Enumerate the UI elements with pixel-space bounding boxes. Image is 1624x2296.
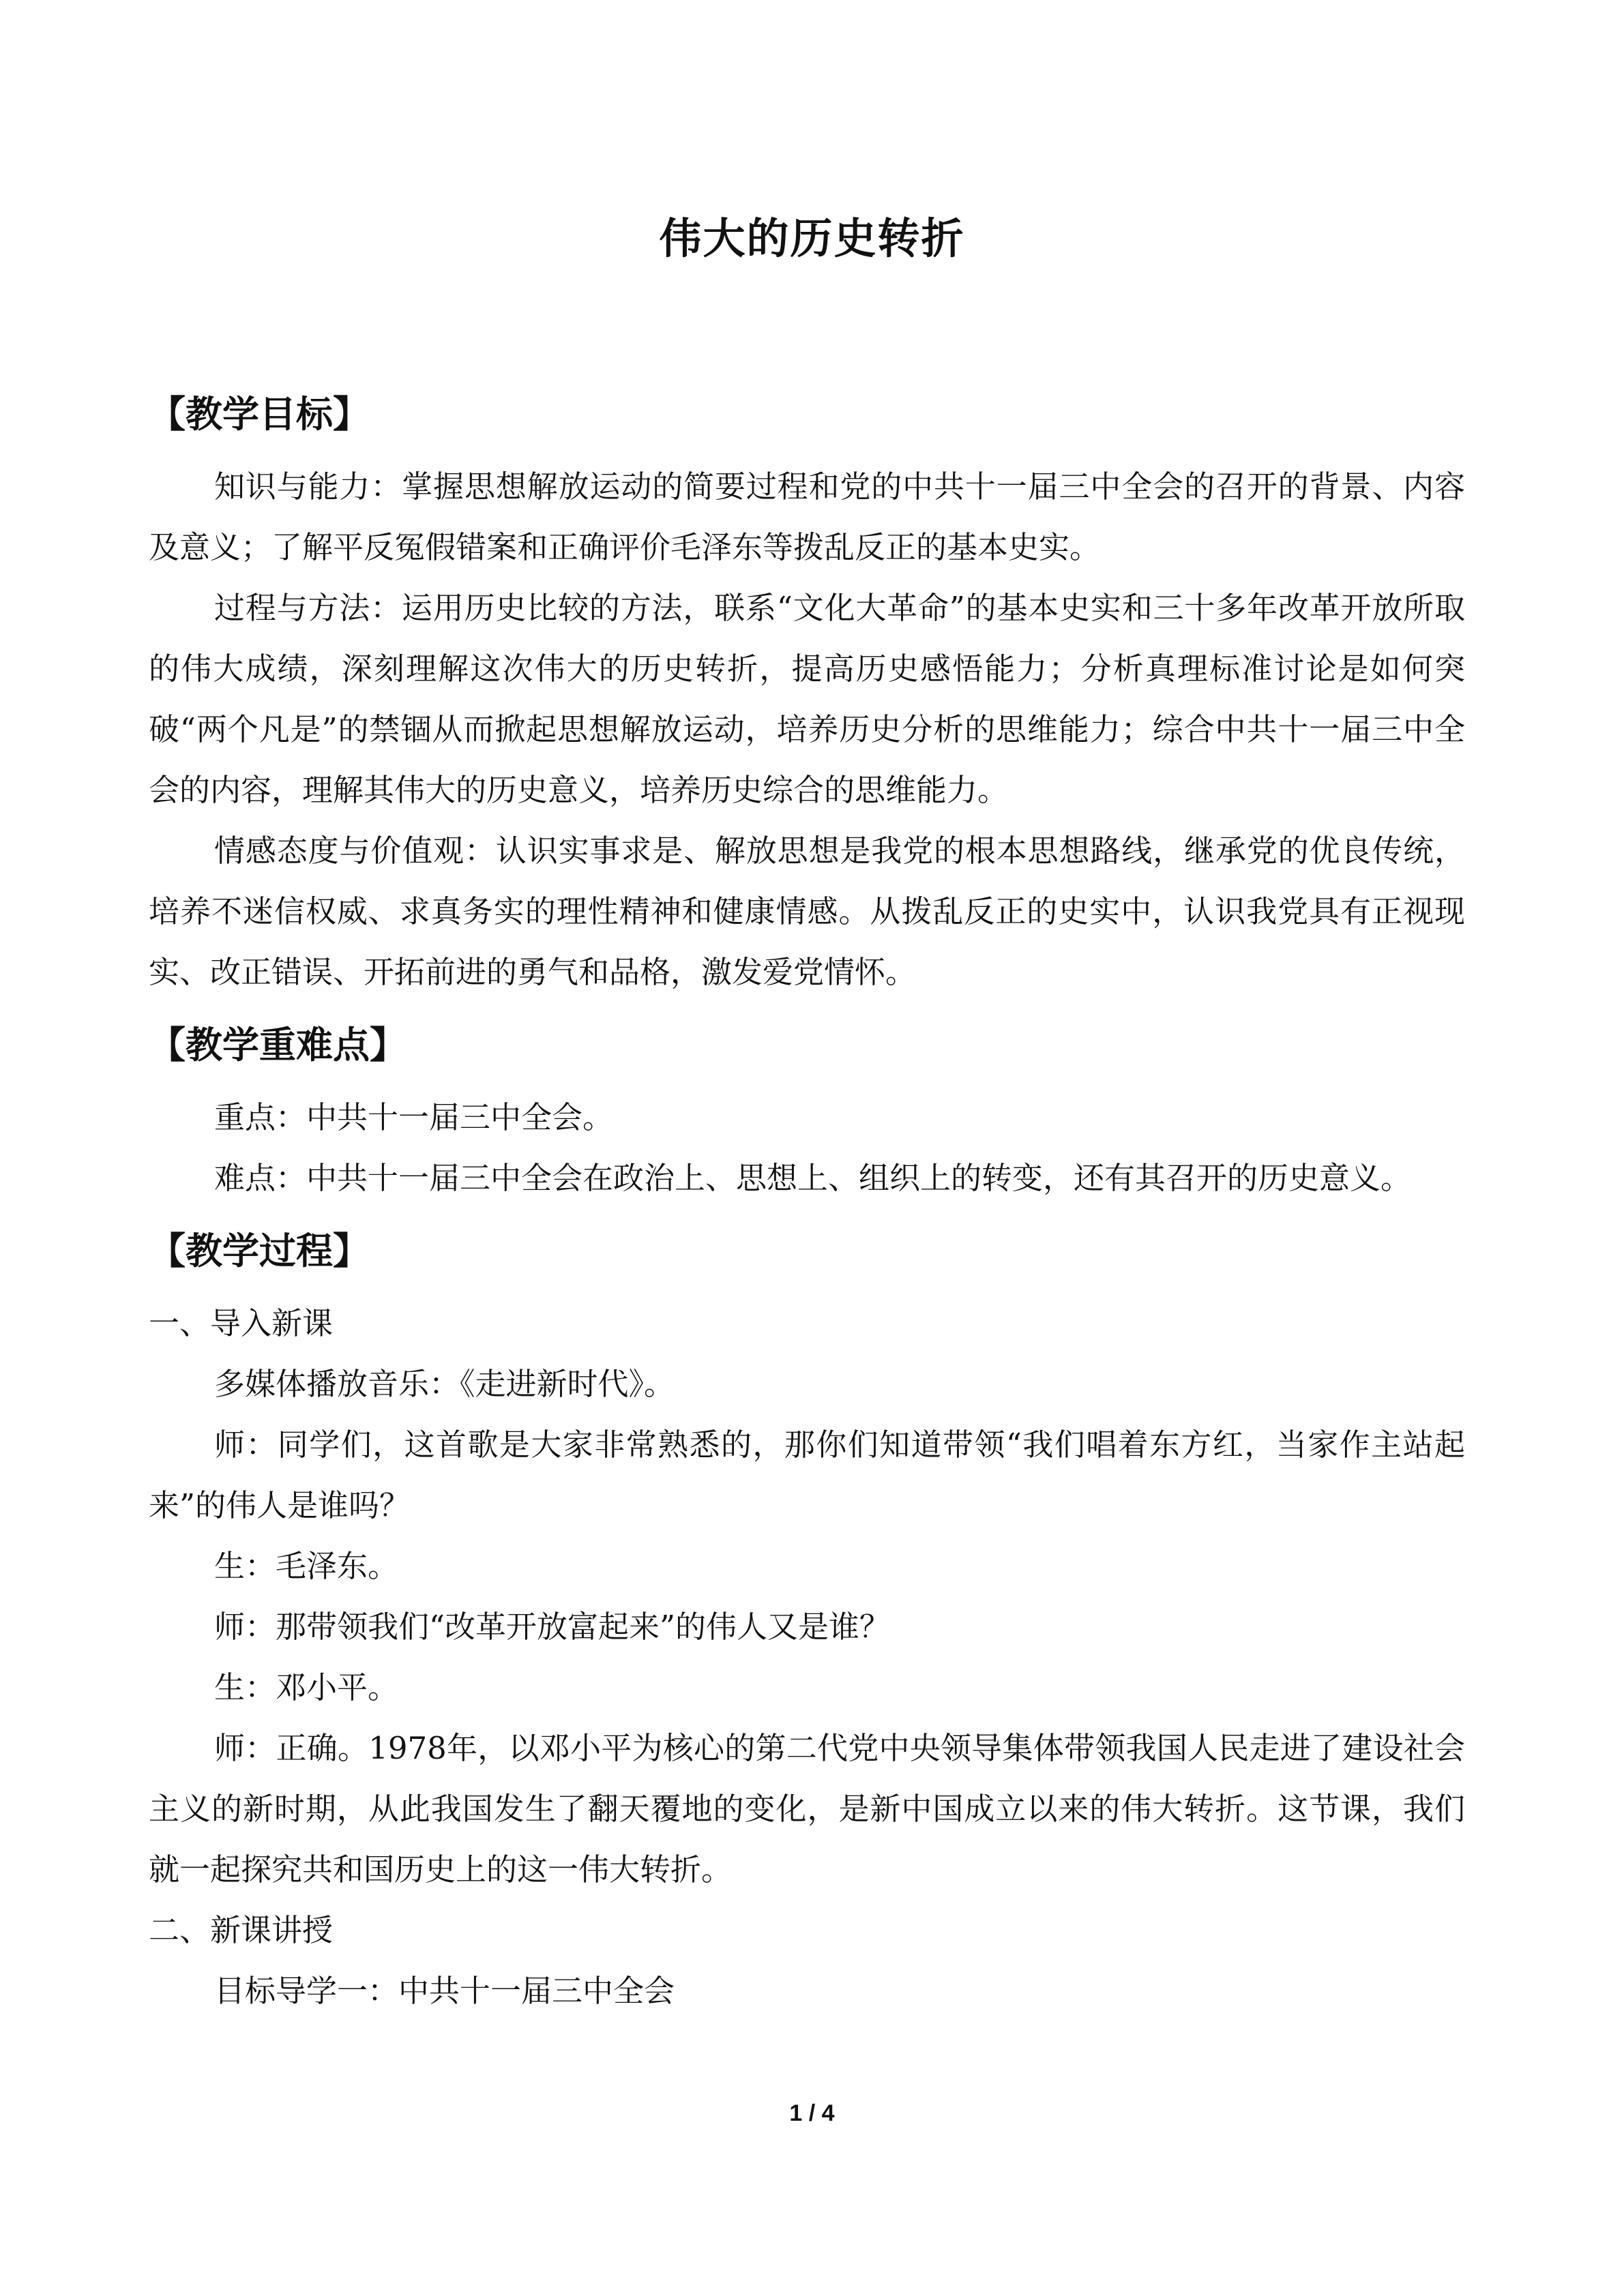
process-item-intro: 一、导入新课: [149, 1305, 334, 1341]
document-body: [149, 372, 1465, 2021]
section-heading-keypoints: 【教学重难点】: [149, 1023, 407, 1067]
process-paragraph-teacher-summary: 师：正确。1978年，以邓小平为核心的第二代党中央领导集体带领我国人民走进了建设社会主义的新时期，从此我国发生了翻天覆地的变化，是新中国成立以来的伟大转折。这节课，我们就一起探究共和国历史上的这一伟大转折。: [149, 1730, 1465, 1888]
goals-paragraph-method: 过程与方法：运用历史比较的方法，联系“文化大革命”的基本史实和三十多年改革开放所取的伟大成绩，深刻理解这次伟大的历史转折，提高历史感悟能力；分析真理标准讨论是如何突破“两个凡是”的禁锢从而掀起思想解放运动，培养历史分析的思维能力；综合中共十一届三中全会的内容，理解其伟大的历史意义，培养历史综合的思维能力。: [149, 590, 1465, 808]
document-title: 伟大的历史转折: [659, 213, 965, 263]
process-item-new-lesson: 二、新课讲授: [149, 1912, 334, 1948]
keypoints-paragraph-focus: 重点：中共十一届三中全会。: [214, 1099, 614, 1135]
process-paragraph-student-answer-1: 生：毛泽东。: [214, 1548, 399, 1584]
process-paragraph-teacher-question-2: 师：那带领我们“改革开放富起来”的伟人又是谁？: [214, 1609, 891, 1645]
goals-paragraph-knowledge: 知识与能力：掌握思想解放运动的简要过程和党的中共十一届三中全会的召开的背景、内容及意义；了解平反冤假错案和正确评价毛泽东等拨乱反正的基本史实。: [149, 468, 1465, 565]
page-number: 1 / 4: [789, 2100, 835, 2126]
process-paragraph-goal-1: 目标导学一：中共十一届三中全会: [214, 1973, 675, 2009]
keypoints-paragraph-difficulty: 难点：中共十一届三中全会在政治上、思想上、组织上的转变，还有其召开的历史意义。: [214, 1160, 1412, 1196]
section-heading-goals: 【教学目标】: [149, 392, 370, 436]
process-paragraph-student-answer-2: 生：邓小平。: [214, 1669, 399, 1705]
section-heading-process: 【教学过程】: [149, 1229, 370, 1272]
process-paragraph-teacher-question-1: 师：同学们，这首歌是大家非常熟悉的，那你们知道带领“我们唱着东方红，当家作主站起来”的伟人是谁吗？: [149, 1427, 1465, 1523]
goals-paragraph-attitude: 情感态度与价值观：认识实事求是、解放思想是我党的根本思想路线，继承党的优良传统，培养不迷信权威、求真务实的理性精神和健康情感。从拨乱反正的史实中，认识我党具有正视现实、改正错误、开拓前进的勇气和品格，激发爱党情怀。: [149, 833, 1465, 990]
process-paragraph-music: 多媒体播放音乐：《走进新时代》。: [214, 1366, 675, 1402]
